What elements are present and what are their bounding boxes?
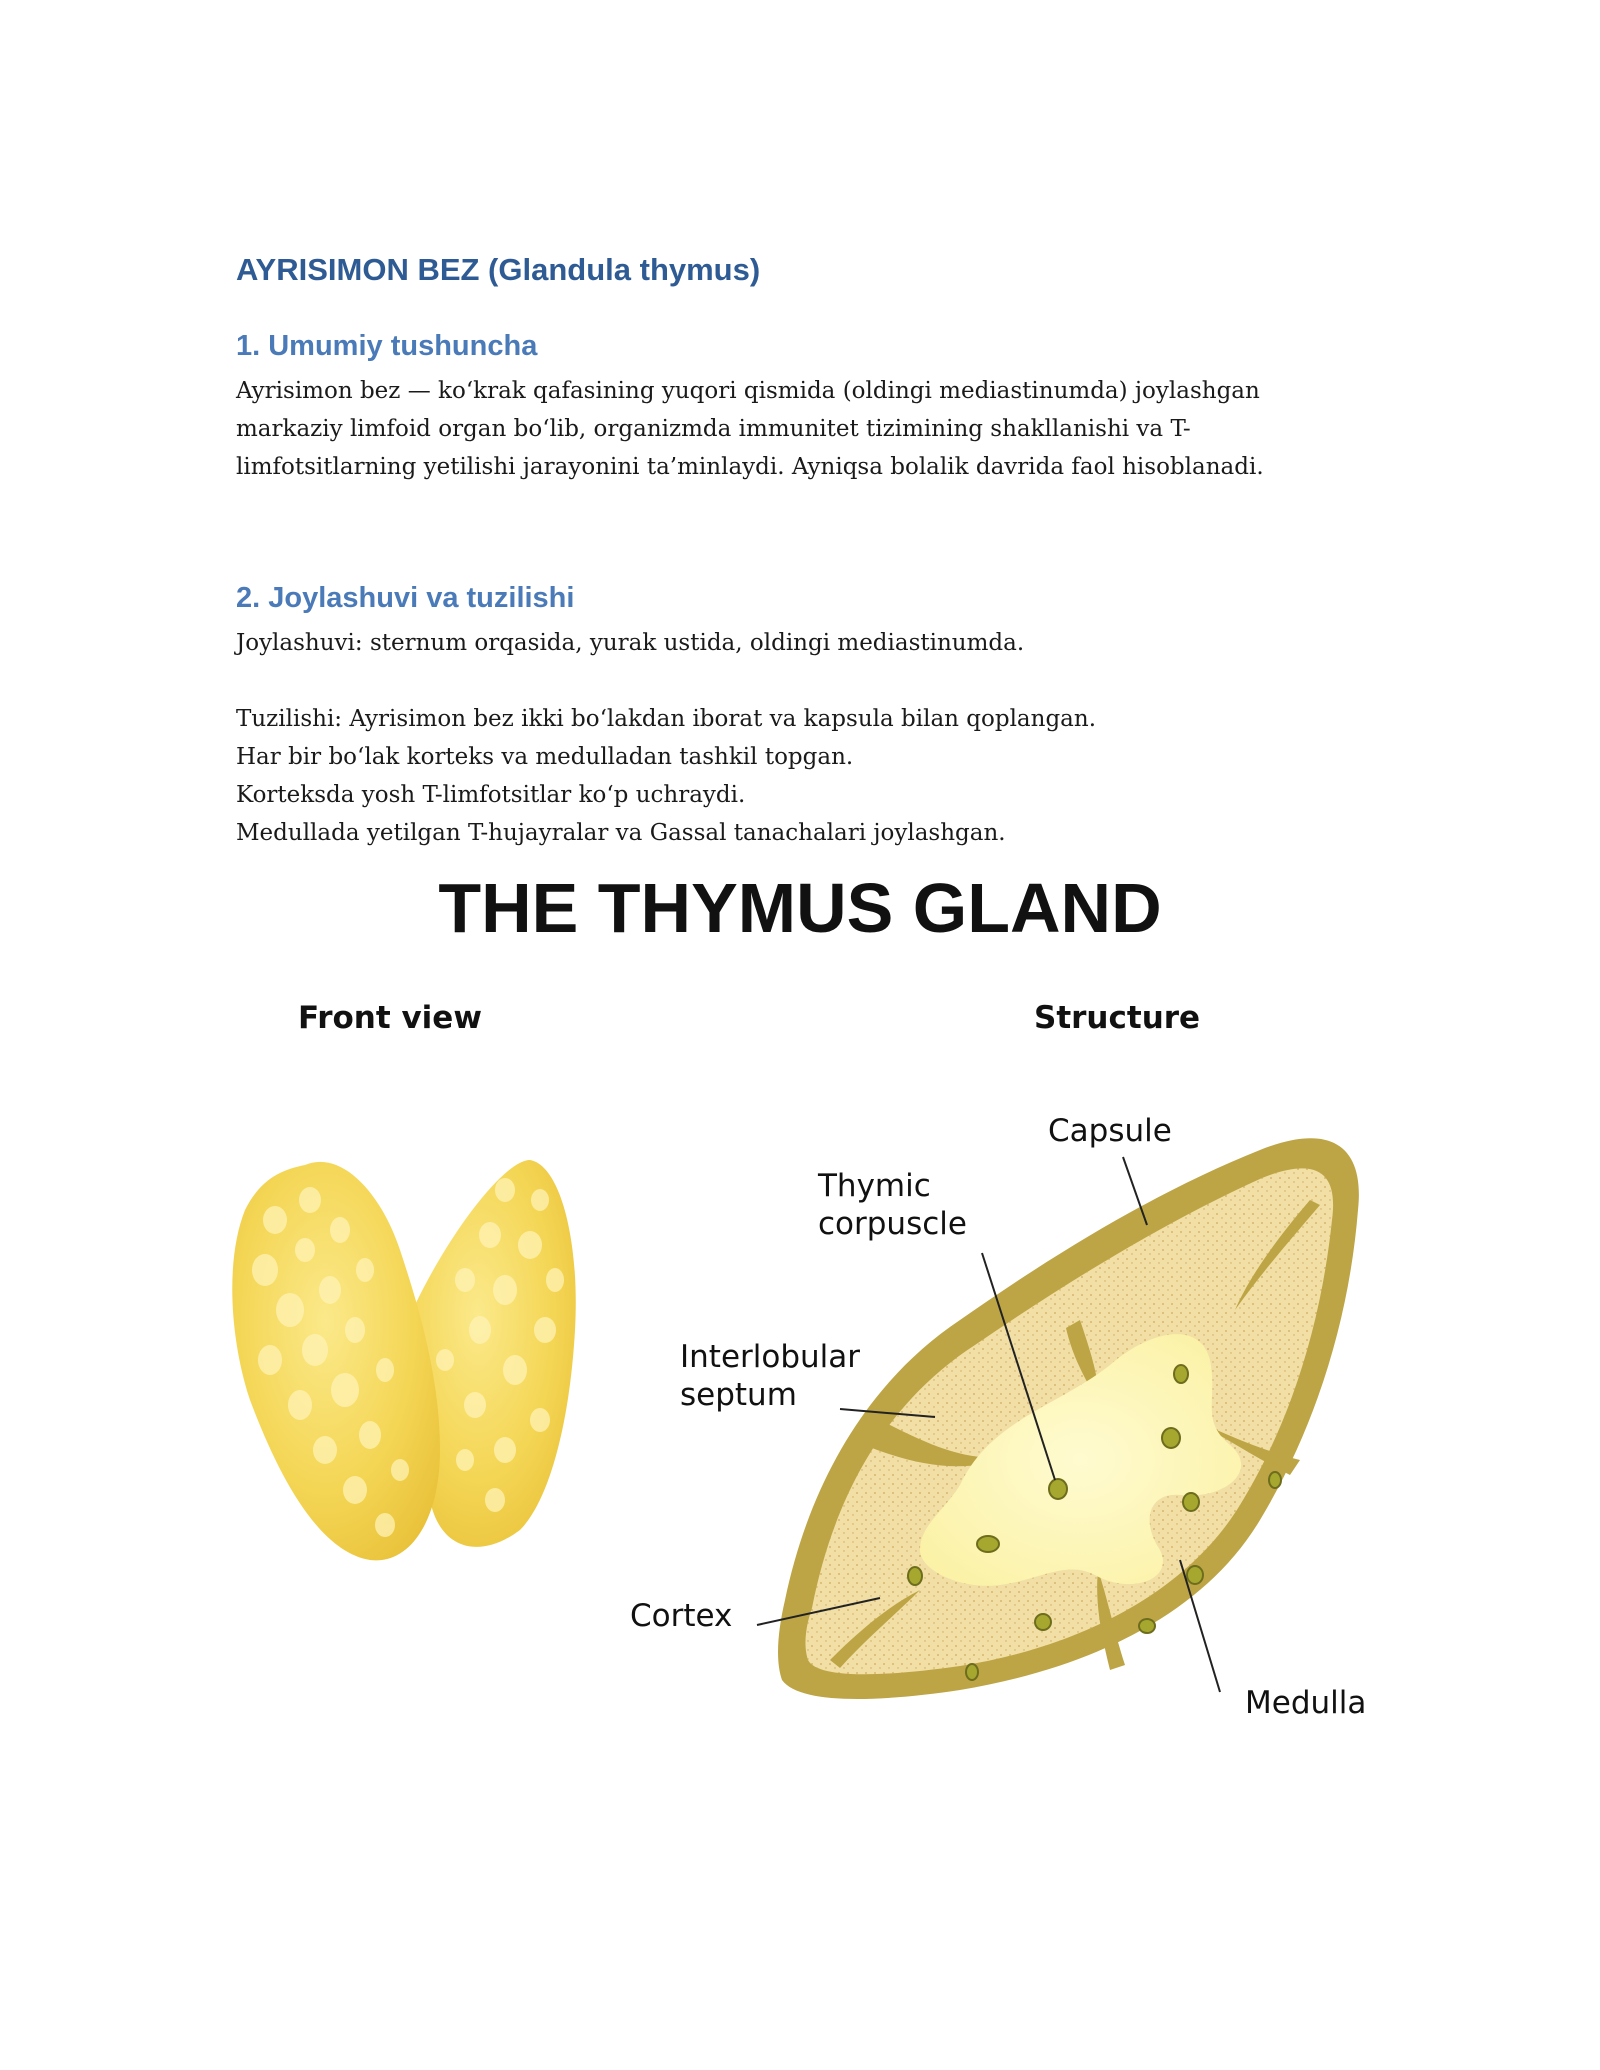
cortex-label xyxy=(630,1597,732,1635)
capsule-label xyxy=(1048,1112,1172,1150)
thymus-figure xyxy=(0,860,1600,1760)
paragraph-line: Korteksda yosh T-limfotsitlar ko‘p uchraydi. xyxy=(236,782,746,808)
interlobular-septum-label xyxy=(680,1338,860,1414)
general-paragraph xyxy=(236,372,1396,486)
page-title: AYRISIMON BEZ (Glandula thymus) xyxy=(236,252,761,287)
structure-paragraph xyxy=(236,700,1396,852)
paragraph-line: Medullada yetilgan T-hujayralar va Gassal tanachalari joylashgan. xyxy=(236,820,1006,846)
front-view-lobes xyxy=(232,1160,575,1560)
paragraph-line: limfotsitlarning yetilishi jarayonini ta’minlaydi. Ayniqsa bolalik davrida faol hisoblanadi. xyxy=(236,454,1264,480)
structure-label: Structure xyxy=(1034,1000,1201,1036)
paragraph-line: Tuzilishi: Ayrisimon bez ikki bo‘lakdan iborat va kapsula bilan qoplangan. xyxy=(236,706,1097,732)
location-paragraph xyxy=(236,624,1396,662)
figure-title: THE THYMUS GLAND xyxy=(438,869,1162,947)
label-text: corpuscle xyxy=(818,1206,967,1242)
section-heading-general: 1. Umumiy tushuncha xyxy=(236,330,538,362)
label-text: Interlobular xyxy=(680,1339,861,1375)
label-text: Medulla xyxy=(1245,1685,1367,1721)
label-text: Cortex xyxy=(630,1598,733,1634)
label-text: Thymic xyxy=(818,1168,931,1204)
thymic-corpuscle-label xyxy=(818,1167,967,1243)
paragraph-line: Ayrisimon bez — ko‘krak qafasining yuqori qismida (oldingi mediastinumda) joylashgan xyxy=(236,378,1260,404)
medulla-label xyxy=(1245,1684,1366,1722)
paragraph-line: markaziy limfoid organ bo‘lib, organizmda immunitet tizimining shakllanishi va T- xyxy=(236,416,1191,442)
label-text: Capsule xyxy=(1048,1113,1172,1149)
front-view-label: Front view xyxy=(298,1000,482,1036)
section-heading-location: 2. Joylashuvi va tuzilishi xyxy=(236,582,575,614)
label-text: septum xyxy=(680,1377,797,1413)
paragraph-line: Joylashuvi: sternum orqasida, yurak ustida, oldingi mediastinumda. xyxy=(236,630,1025,656)
thymus-illustration xyxy=(0,860,1600,1760)
paragraph-line: Har bir bo‘lak korteks va medulladan tashkil topgan. xyxy=(236,744,854,770)
